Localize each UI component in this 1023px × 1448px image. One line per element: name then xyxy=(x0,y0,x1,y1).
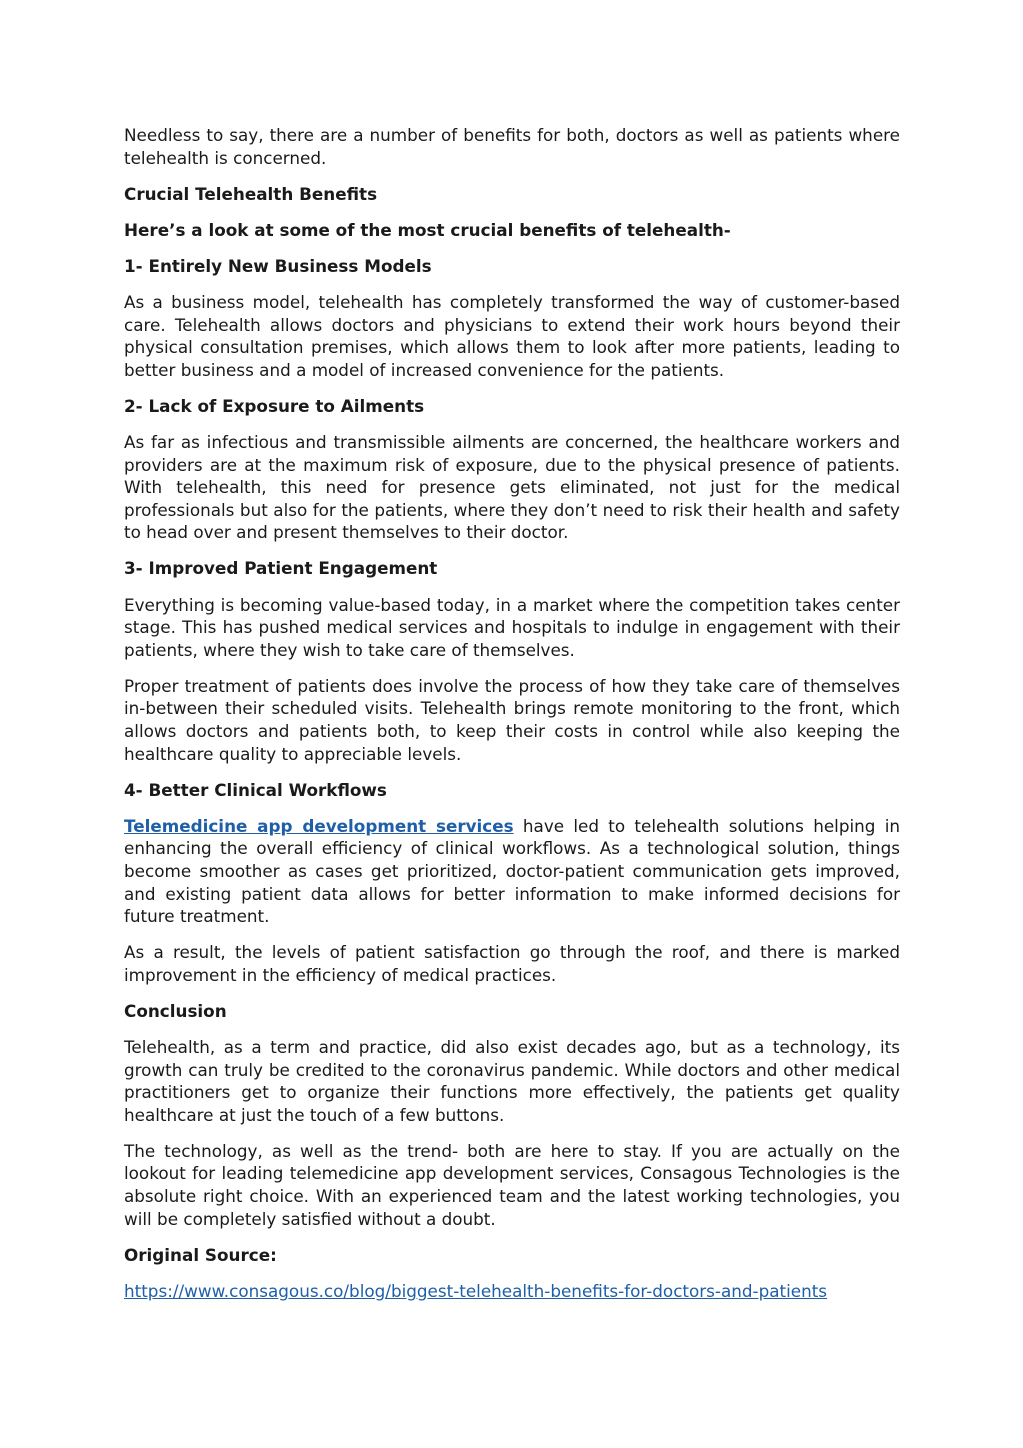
source-url-link[interactable]: https://www.consagous.co/blog/biggest-telehealth-benefits-for-doctors-and-patients xyxy=(124,1280,828,1301)
conclusion-paragraph-2: The technology, as well as the trend- both are here to stay. If you are actually on the lookout for leading telemedicine app development services, Consagous Technologies is the absolute right choice. With an experienced team and the latest working technologies, you will be completely satisfied without a doubt. xyxy=(124,1140,900,1229)
conclusion-paragraph-1: Telehealth, as a term and practice, did also exist decades ago, but as a technology, its growth can truly be credited to the coronavirus pandemic. While doctors and other medical practitioners get to organize their functions more effectively, the patients get quality healthcare at just the touch of a few buttons. xyxy=(124,1037,900,1125)
telemedicine-services-link[interactable]: Telemedicine app development services xyxy=(124,815,514,836)
benefit-2-heading: 2- Lack of Exposure to Ailments xyxy=(124,395,425,416)
source-url-paragraph xyxy=(124,1280,900,1303)
conclusion-heading: Conclusion xyxy=(124,1000,227,1021)
benefit-1-heading: 1- Entirely New Business Models xyxy=(124,255,432,276)
benefit-3-paragraph-2: Proper treatment of patients does involve the process of how they take care of themselves in-between their scheduled visits. Telehealth brings remote monitoring to the front, which allows doctors and patients both, to keep their costs in control while also keeping the healthcare quality to appreciable levels. xyxy=(124,675,900,764)
benefit-3-heading: 3- Improved Patient Engagement xyxy=(124,558,438,579)
benefit-4-paragraph-2: As a result, the levels of patient satisfaction go through the roof, and there is marked improvement in the efficiency of medical practices. xyxy=(124,942,900,985)
benefit-2-paragraph: As far as infectious and transmissible ailments are concerned, the healthcare workers and providers are at the maximum risk of exposure, due to the physical presence of patients. With telehealth, this need for presence gets eliminated, not just for the medical professionals but also for the patients, where they don’t need to risk their health and safety to head over and present themselves to their doctor. xyxy=(124,431,900,543)
document-page xyxy=(124,124,900,1316)
benefit-1-paragraph: As a business model, telehealth has completely transformed the way of customer-based care. Telehealth allows doctors and physicians to extend their work hours beyond their physical consultation premises, which allows them to look after more patients, leading to better business and a model of increased convenience for the patients. xyxy=(124,291,900,380)
benefit-4-paragraph-1-text: have led to telehealth solutions helping in enhancing the overall efficiency of clinical workflows. As a technological solution, things become smoother as cases get prioritized, doctor-patient communication gets improved, and existing patient data allows for better information to make informed decisions for future treatment. xyxy=(124,815,901,927)
intro-paragraph: Needless to say, there are a number of benefits for both, doctors as well as patients where telehealth is concerned. xyxy=(124,125,900,168)
section-title: Crucial Telehealth Benefits xyxy=(124,183,378,204)
benefit-4-heading: 4- Better Clinical Workflows xyxy=(124,779,387,800)
benefit-4-paragraph-1 xyxy=(124,815,900,928)
lead-in-heading: Here’s a look at some of the most crucial benefits of telehealth- xyxy=(124,219,731,240)
benefit-3-paragraph-1: Everything is becoming value-based today, in a market where the competition takes center stage. This has pushed medical services and hospitals to indulge in engagement with their patients, where they wish to take care of themselves. xyxy=(124,594,900,660)
original-source-heading: Original Source: xyxy=(124,1244,277,1265)
